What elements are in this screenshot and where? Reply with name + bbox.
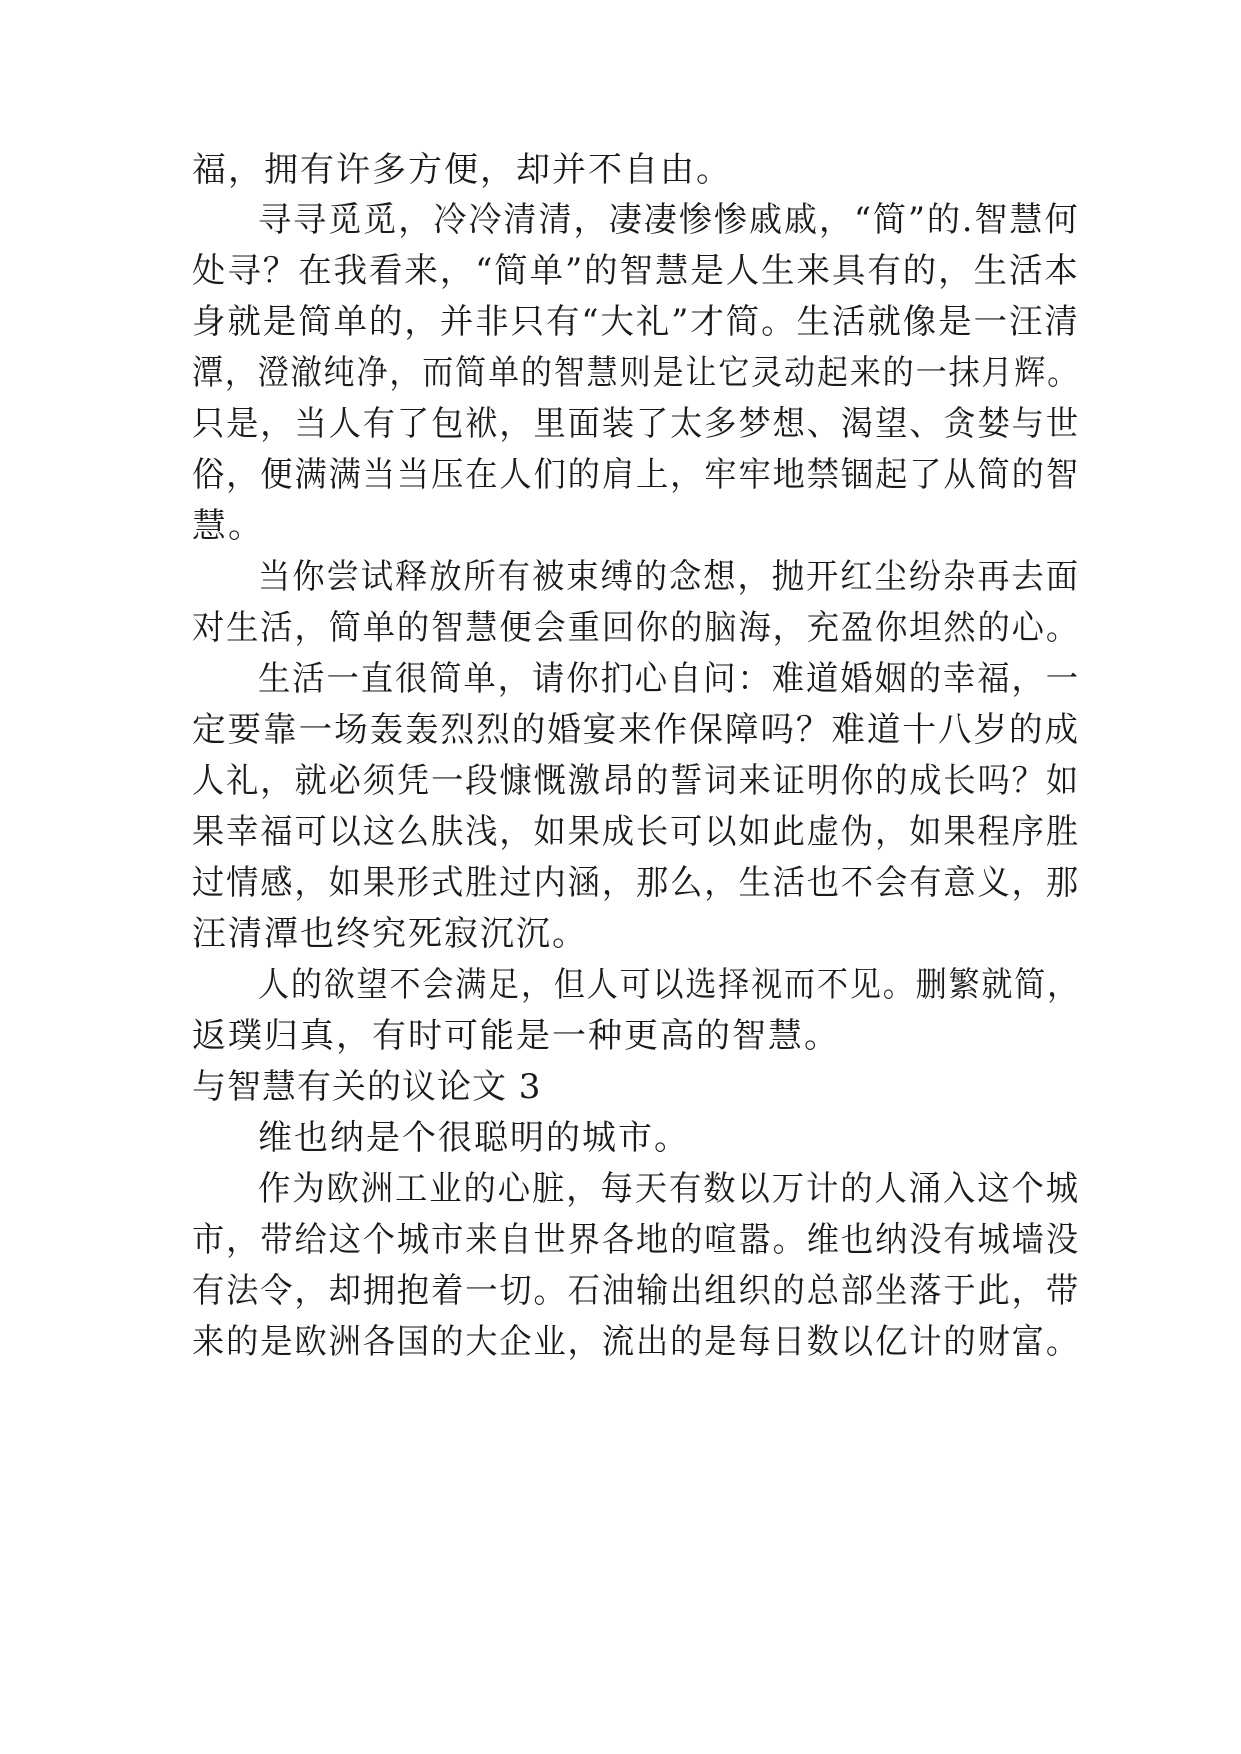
- text-line: 人的欲望不会满足，但人可以选择视而不见。删繁就简，: [258, 965, 1080, 1005]
- text-line: 有法令，却拥抱着一切。石油输出组织的总部坐落于此，带: [192, 1271, 1080, 1311]
- text-line: 福，拥有许多方便，却并不自由。: [192, 150, 732, 190]
- text-line: 汪清潭也终究死寂沉沉。: [192, 914, 588, 954]
- text-line: 慧。: [192, 506, 264, 546]
- text-line: 果幸福可以这么肤浅，如果成长可以如此虚伪，如果程序胜: [192, 812, 1080, 852]
- text-line: 俗，便满满当当压在人们的肩上，牢牢地禁锢起了从简的智: [192, 455, 1080, 495]
- text-line: 过情感，如果形式胜过内涵，那么，生活也不会有意义，那: [192, 863, 1080, 903]
- text-line: 身就是简单的，并非只有“大礼”才简。生活就像是一汪清: [192, 302, 1080, 342]
- text-line: 作为欧洲工业的心脏，每天有数以万计的人涌入这个城: [258, 1169, 1081, 1209]
- text-line: 当你尝试释放所有被束缚的念想，抛开红尘纷杂再去面: [258, 557, 1081, 597]
- text-line: 寻寻觅觅，冷冷清清，凄凄惨惨戚戚，“简”的.智慧何: [258, 200, 1080, 240]
- text-line: 潭，澄澈纯净，而简单的智慧则是让它灵动起来的一抹月辉。: [192, 353, 1081, 393]
- text-line: 处寻？在我看来，“简单”的智慧是人生来具有的，生活本: [192, 251, 1080, 291]
- section-heading: 与智慧有关的议论文 3: [192, 1067, 542, 1107]
- text-line: 返璞归真，有时可能是一种更高的智慧。: [192, 1016, 840, 1056]
- text-line: 生活一直很简单，请你扪心自问：难道婚姻的幸福，一: [258, 659, 1081, 699]
- text-line: 维也纳是个很聪明的城市。: [258, 1118, 690, 1158]
- text-line: 对生活，简单的智慧便会重回你的脑海，充盈你坦然的心。: [192, 608, 1080, 648]
- text-line: 市，带给这个城市来自世界各地的喧嚣。维也纳没有城墙没: [192, 1220, 1080, 1260]
- text-line: 只是，当人有了包袱，里面装了太多梦想、渴望、贪婪与世: [192, 404, 1080, 444]
- text-line: 定要靠一场轰轰烈烈的婚宴来作保障吗？难道十八岁的成: [192, 710, 1081, 750]
- text-line: 来的是欧洲各国的大企业，流出的是每日数以亿计的财富。: [192, 1322, 1080, 1362]
- text-line: 人礼，就必须凭一段慷慨激昂的誓词来证明你的成长吗？如: [192, 761, 1080, 801]
